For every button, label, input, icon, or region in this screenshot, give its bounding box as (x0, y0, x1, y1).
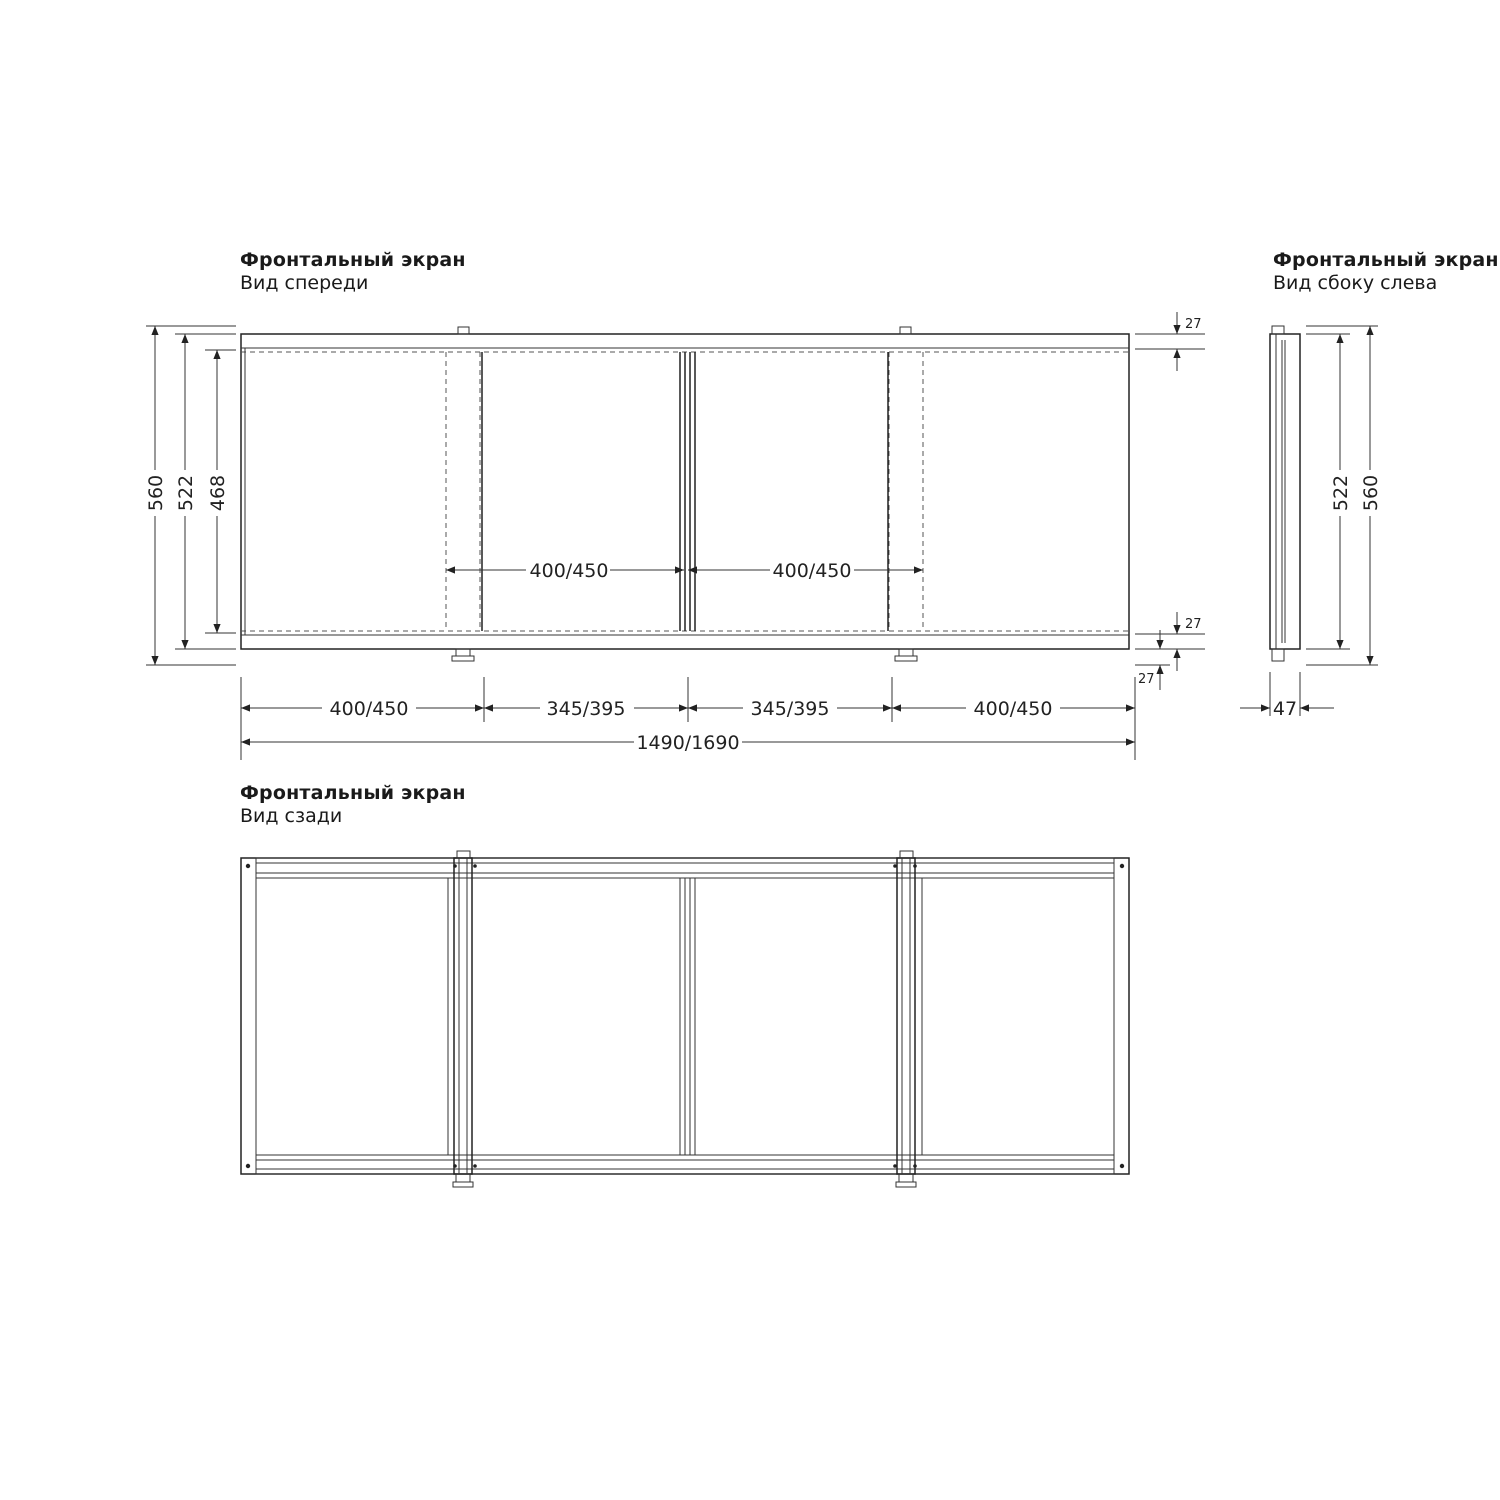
dim-label-inner-left: 400/450 (529, 560, 609, 582)
rear-screw-sr1 (893, 864, 897, 868)
side-top-clip (1272, 326, 1284, 334)
dim-label-560: 560 (145, 474, 167, 512)
side-view-drawing (1240, 326, 1382, 720)
rear-screw-tr (1120, 864, 1124, 868)
front-width-dimensions (241, 677, 1135, 760)
rear-screw-bl (246, 1164, 250, 1168)
dim-label-seg-4: 400/450 (973, 698, 1053, 720)
top-clip-right (900, 327, 911, 334)
side-dim-label-522: 522 (1330, 474, 1352, 512)
foot-right-base (895, 656, 917, 661)
dim-label-27-bottom: 27 (1185, 617, 1202, 632)
rear-screw-sl4 (473, 1164, 477, 1168)
dim-label-seg-1: 400/450 (329, 698, 409, 720)
rear-screw-tl (246, 864, 250, 868)
rear-right-support (897, 858, 915, 1174)
dim-label-468: 468 (207, 474, 229, 512)
rear-screw-sr2 (893, 1164, 897, 1168)
dim-label-seg-2: 345/395 (546, 698, 626, 720)
rear-right-clip (900, 851, 913, 858)
rear-view-title: Фронтальный экран (240, 782, 466, 804)
top-clip-left (458, 327, 469, 334)
rear-screw-sr3 (913, 864, 917, 868)
front-rail-dimensions (1135, 312, 1205, 690)
side-view-title: Фронтальный экран (1273, 249, 1499, 271)
rear-screw-sl1 (453, 864, 457, 868)
rear-view-drawing (241, 851, 1129, 1187)
foot-left-base (452, 656, 474, 661)
front-view-subtitle: Вид спереди (240, 271, 369, 294)
foot-left (456, 649, 470, 656)
rear-right-foot-base (896, 1182, 916, 1187)
side-dim-label-560: 560 (1360, 474, 1382, 512)
dim-label-27-foot: 27 (1138, 672, 1155, 687)
side-dim-label-47: 47 (1272, 698, 1298, 720)
rear-screw-sr4 (913, 1164, 917, 1168)
front-view-title: Фронтальный экран (240, 249, 466, 271)
rear-left-foot (456, 1174, 470, 1182)
side-foot (1272, 649, 1284, 661)
dim-label-total-width: 1490/1690 (636, 732, 740, 754)
rear-left-clip (457, 851, 470, 858)
rear-left-support (454, 858, 472, 1174)
rear-left-foot-base (453, 1182, 473, 1187)
dim-label-inner-right: 400/450 (772, 560, 852, 582)
foot-right (899, 649, 913, 656)
dim-label-27-top: 27 (1185, 317, 1202, 332)
front-height-dimensions (143, 326, 236, 665)
rear-view-subtitle: Вид сзади (240, 804, 343, 827)
front-view-drawing (241, 327, 1129, 661)
rear-screw-sl2 (453, 1164, 457, 1168)
rear-screw-sl3 (473, 864, 477, 868)
dim-label-seg-3: 345/395 (750, 698, 830, 720)
rear-right-foot (899, 1174, 913, 1182)
side-view-subtitle: Вид сбоку слева (1273, 271, 1438, 294)
dim-label-522: 522 (175, 474, 197, 512)
rear-screw-br (1120, 1164, 1124, 1168)
